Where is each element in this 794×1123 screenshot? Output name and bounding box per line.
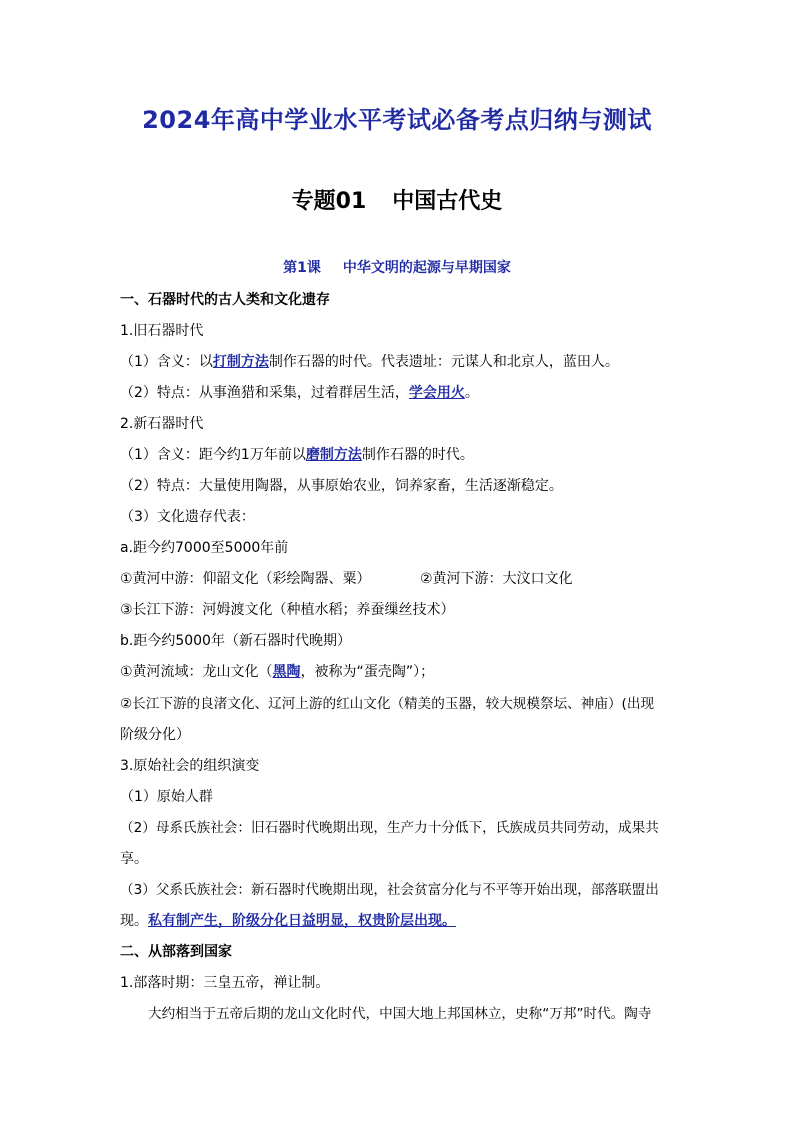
- paragraph: ②长江下游的良渚文化、辽河上游的红山文化（精美的玉器，较大规模祭坛、神庙）(出现: [120, 696, 655, 712]
- paragraph: （3）文化遗存代表：: [120, 509, 255, 525]
- key-term: 私有制产生，阶级分化日益明显，权贵阶层出现。: [148, 913, 456, 929]
- paragraph: 2.新石器时代: [120, 416, 204, 432]
- paragraph: b.距今约5000年（新石器时代晚期）: [120, 633, 351, 649]
- paragraph: 1.部落时期：三皇五帝，禅让制。: [120, 975, 330, 991]
- paragraph: （1）原始人群: [120, 789, 213, 805]
- topic-number: 专题01: [291, 189, 367, 214]
- key-term: 打制方法: [212, 354, 269, 370]
- paragraph: 阶级分化）: [120, 727, 190, 743]
- paragraph: （2）特点：大量使用陶器，从事原始农业，饲养家畜，生活逐渐稳定。: [120, 478, 563, 494]
- paragraph: （1）含义：距今约1万年前以磨制方法制作石器的时代。: [120, 447, 474, 463]
- key-term: 磨制方法: [305, 447, 362, 463]
- paragraph: 大约相当于五帝后期的龙山文化时代，中国大地上邦国林立，史称“万邦”时代。陶寺: [148, 1006, 652, 1022]
- paragraph: ①黄河流域：龙山文化（黑陶，被称为“蛋壳陶”）；: [120, 664, 435, 680]
- lesson-number: 第1课: [283, 260, 321, 276]
- section-heading-2: 二、从部落到国家: [120, 944, 232, 960]
- key-term: 学会用火: [408, 385, 465, 401]
- paragraph: 现。私有制产生，阶级分化日益明显，权贵阶层出现。: [120, 913, 456, 929]
- section-heading-1: 一、石器时代的古人类和文化遗存: [120, 292, 330, 308]
- paragraph: （2）特点：从事渔猎和采集，过着群居生活，学会用火。: [120, 385, 479, 401]
- paragraph: （2）母系氏族社会：旧石器时代晚期出现，生产力十分低下，氏族成员共同劳动，成果共: [120, 820, 659, 836]
- paragraph: 3.原始社会的组织演变: [120, 758, 260, 774]
- paragraph: 1.旧石器时代: [120, 323, 204, 339]
- lesson-name: 中华文明的起源与早期国家: [342, 260, 511, 276]
- paragraph: ①黄河中游：仰韶文化（彩绘陶器、粟） ②黄河下游：大汶口文化: [120, 571, 573, 587]
- paragraph: 享。: [120, 851, 148, 867]
- topic-name: 中国古代史: [392, 189, 503, 214]
- paragraph: ③长江下游：河姆渡文化（种植水稻；养蚕缫丝技术）: [120, 602, 455, 618]
- key-term: 黑陶: [272, 664, 301, 680]
- paragraph: （3）父系氏族社会：新石器时代晚期出现，社会贫富分化与不平等开始出现，部落联盟出: [120, 882, 659, 898]
- document-title: 2024年高中学业水平考试必备考点归纳与测试: [142, 106, 652, 134]
- topic-title: [0, 184, 794, 215]
- lesson-title: [0, 257, 794, 277]
- paragraph: a.距今约7000至5000年前: [120, 540, 289, 556]
- paragraph: （1）含义：以打制方法制作石器的时代。代表遗址：元谋人和北京人，蓝田人。: [120, 354, 619, 370]
